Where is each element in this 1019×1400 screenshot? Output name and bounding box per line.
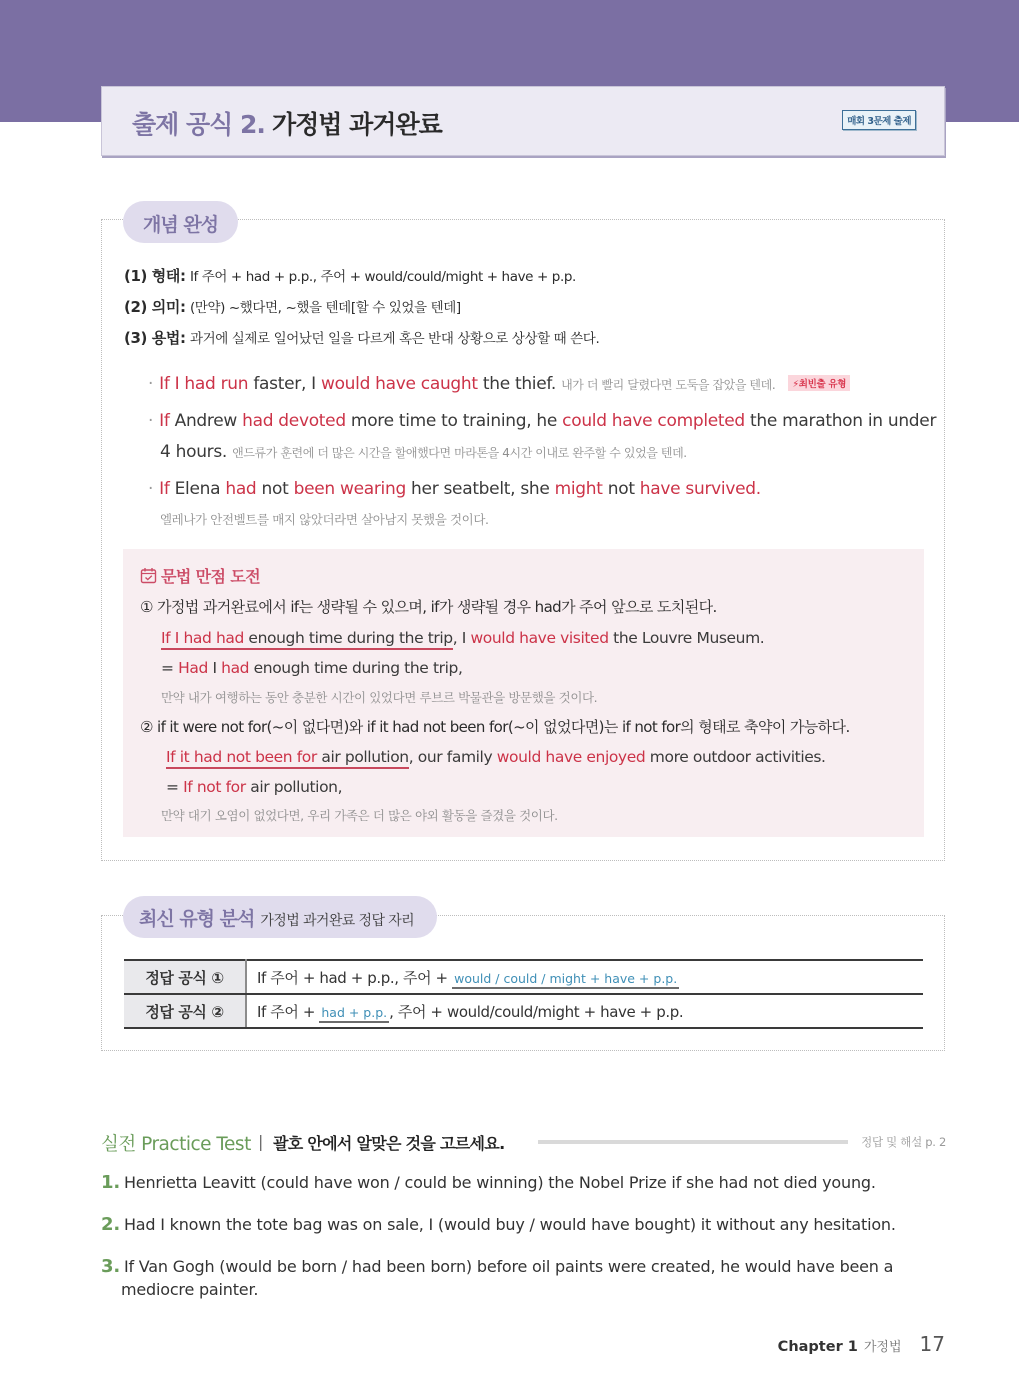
definition-form	[124, 265, 576, 286]
analysis-pill-title: 최신 유형 분석	[139, 908, 255, 930]
example-text: her seatbelt, she	[405, 479, 555, 499]
challenge-equivalent-2	[166, 778, 342, 796]
example-2-cont	[160, 442, 687, 462]
question-2	[101, 1214, 896, 1235]
chapter-label: Chapter 1	[777, 1339, 858, 1355]
chapter-name: 가정법	[863, 1340, 902, 1355]
challenge-equivalent-1	[161, 659, 462, 677]
example-text: 4 hours.	[160, 442, 228, 462]
question-text-continued: mediocre painter.	[121, 1280, 259, 1299]
practice-test-label: 실전 Practice Test	[101, 1134, 251, 1155]
example-highlight: been wearing	[293, 479, 406, 499]
example-text: air pollution	[316, 748, 409, 766]
equals-sign: =	[166, 778, 184, 796]
concept-pill: 개념 완성	[123, 201, 238, 243]
example-text: not	[602, 479, 640, 499]
example-highlight: If it had not been for	[166, 748, 317, 766]
example-highlight: had devoted	[242, 411, 346, 431]
underlined-clause	[166, 748, 409, 769]
frequent-type-tag	[788, 375, 850, 391]
formula-key: 정답 공식 ②	[124, 994, 246, 1028]
formula-text: If 주어 +	[257, 1002, 320, 1021]
formula-highlight: had + p.p.	[319, 1005, 389, 1023]
example-highlight: Had	[178, 659, 208, 677]
example-translation: 엘레나가 안전벨트를 매지 않았더라면 살아남지 못했을 것이다.	[160, 512, 489, 527]
challenge-title-text: 문법 만점 도전	[161, 567, 261, 586]
definition-text: (만약) ~했다면, ~했을 텐데[할 수 있었을 텐데]	[189, 300, 461, 316]
formula-key: 정답 공식 ①	[124, 960, 246, 994]
challenge-translation-1: 만약 내가 여행하는 동안 충분한 시간이 있었다면 루브르 박물관을 방문했을 것이다.	[161, 690, 598, 705]
definition-label: (1) 형태:	[124, 267, 186, 285]
challenge-example-2	[166, 748, 826, 766]
formula-value	[246, 994, 923, 1028]
formula-highlight: would / could / might + have + p.p.	[452, 971, 679, 989]
calendar-check-icon	[140, 567, 157, 584]
definition-text: If 주어 + had + p.p., 주어 + would/could/might + have + p.p.	[189, 269, 576, 285]
example-highlight: If	[159, 411, 170, 431]
challenge-rule-2: ② if it were not for(~이 없다면)와 if it had not been for(~이 없었다면)는 if not for의 형태로 축약이 가능하다.	[140, 718, 850, 736]
question-3	[101, 1255, 946, 1301]
example-text: Elena	[169, 479, 226, 499]
lightning-icon: ⚡	[792, 379, 799, 390]
formula-value	[246, 960, 923, 994]
analysis-pill-subtitle: 가정법 과거완료 정답 자리	[260, 913, 415, 929]
example-highlight: would have enjoyed	[496, 748, 646, 766]
example-text: the thief.	[477, 374, 556, 394]
question-number: 1.	[101, 1172, 120, 1193]
answer-formula-table	[124, 959, 923, 1029]
practice-instruction: 괄호 안에서 알맞은 것을 고르세요.	[273, 1134, 505, 1153]
example-highlight: If	[159, 479, 170, 499]
table-row	[124, 994, 923, 1028]
example-text: enough time during the trip	[243, 629, 453, 647]
example-highlight: would have visited	[470, 629, 609, 647]
formula-text: , 주어 + would/could/might + have + p.p.	[389, 1002, 684, 1021]
example-text: , I	[452, 629, 471, 647]
page-footer	[778, 1332, 945, 1356]
example-translation: 내가 더 빨리 달렸다면 도둑을 잡았을 텐데.	[561, 378, 776, 392]
challenge-title	[140, 564, 260, 587]
example-highlight: have survived.	[639, 479, 761, 499]
tag-label: 최빈출 유형	[798, 379, 847, 390]
section-title-box	[101, 86, 945, 156]
example-text: the Louvre Museum.	[608, 629, 765, 647]
challenge-rule-1: ① 가정법 과거완료에서 if는 생략될 수 있으며, if가 생략될 경우 had가 주어 앞으로 도치된다.	[140, 598, 717, 616]
bullet-icon: ·	[148, 479, 154, 499]
answer-reference: 정답 및 해설 p. 2	[861, 1135, 946, 1149]
formula-text: If 주어 + had + p.p., 주어 +	[257, 968, 453, 987]
example-text: the marathon in under	[744, 411, 937, 431]
frequency-badge: 매회 3문제 출제	[842, 110, 916, 130]
question-number: 2.	[101, 1214, 120, 1235]
definition-label: (2) 의미:	[124, 298, 186, 316]
example-text: Andrew	[169, 411, 243, 431]
example-1	[148, 374, 850, 394]
example-2	[148, 411, 936, 431]
example-3	[148, 479, 761, 499]
divider	[538, 1140, 848, 1144]
example-highlight: might	[554, 479, 603, 499]
example-highlight: If not for	[183, 778, 246, 796]
example-text: , our family	[408, 748, 497, 766]
question-number: 3.	[101, 1256, 120, 1277]
practice-test-header	[101, 1130, 946, 1154]
definition-text: 과거에 실제로 일어났던 일을 다르게 혹은 반대 상황으로 상상할 때 쓴다.	[189, 331, 600, 347]
challenge-example-1	[161, 629, 764, 647]
example-text: more time to training, he	[345, 411, 563, 431]
example-highlight: If I had had	[161, 629, 244, 647]
challenge-translation-2: 만약 대기 오염이 없었다면, 우리 가족은 더 많은 야외 활동을 즐겼을 것이다.	[161, 808, 558, 823]
definition-meaning	[124, 296, 461, 317]
example-text: more outdoor activities.	[645, 748, 826, 766]
analysis-pill	[123, 896, 437, 938]
question-text: Had I known the tote bag was on sale, I (would buy / would have bought) it without any hesitation.	[123, 1215, 896, 1234]
table-row	[124, 960, 923, 994]
underlined-clause	[161, 629, 453, 650]
separator: |	[258, 1132, 264, 1151]
question-text: Henrietta Leavitt (could have won / could be winning) the Nobel Prize if she had not died young.	[123, 1173, 876, 1192]
question-text: If Van Gogh (would be born / had been born) before oil paints were created, he would have been a	[123, 1257, 894, 1276]
page-number: 17	[919, 1332, 945, 1356]
example-highlight: If I had run	[159, 374, 249, 394]
example-text: not	[256, 479, 294, 499]
example-translation: 앤드류가 훈련에 더 많은 시간을 할애했다면 마라톤을 4시간 이내로 완주할 수 있었을 텐데.	[232, 446, 687, 460]
example-highlight: could have completed	[562, 411, 745, 431]
example-highlight: would have caught	[320, 374, 478, 394]
example-highlight: had	[221, 659, 250, 677]
question-1	[101, 1172, 876, 1193]
example-text: I	[207, 659, 222, 677]
definition-usage	[124, 327, 599, 348]
example-text: enough time during the trip,	[249, 659, 463, 677]
example-text: air pollution,	[245, 778, 343, 796]
bullet-icon: ·	[148, 411, 154, 431]
title-prefix: 출제 공식 2.	[132, 110, 265, 139]
bullet-icon: ·	[148, 374, 154, 394]
example-text: faster, I	[248, 374, 321, 394]
equals-sign: =	[161, 659, 179, 677]
page-title: 가정법 과거완료	[272, 110, 442, 139]
definition-label: (3) 용법:	[124, 329, 186, 347]
example-highlight: had	[225, 479, 257, 499]
